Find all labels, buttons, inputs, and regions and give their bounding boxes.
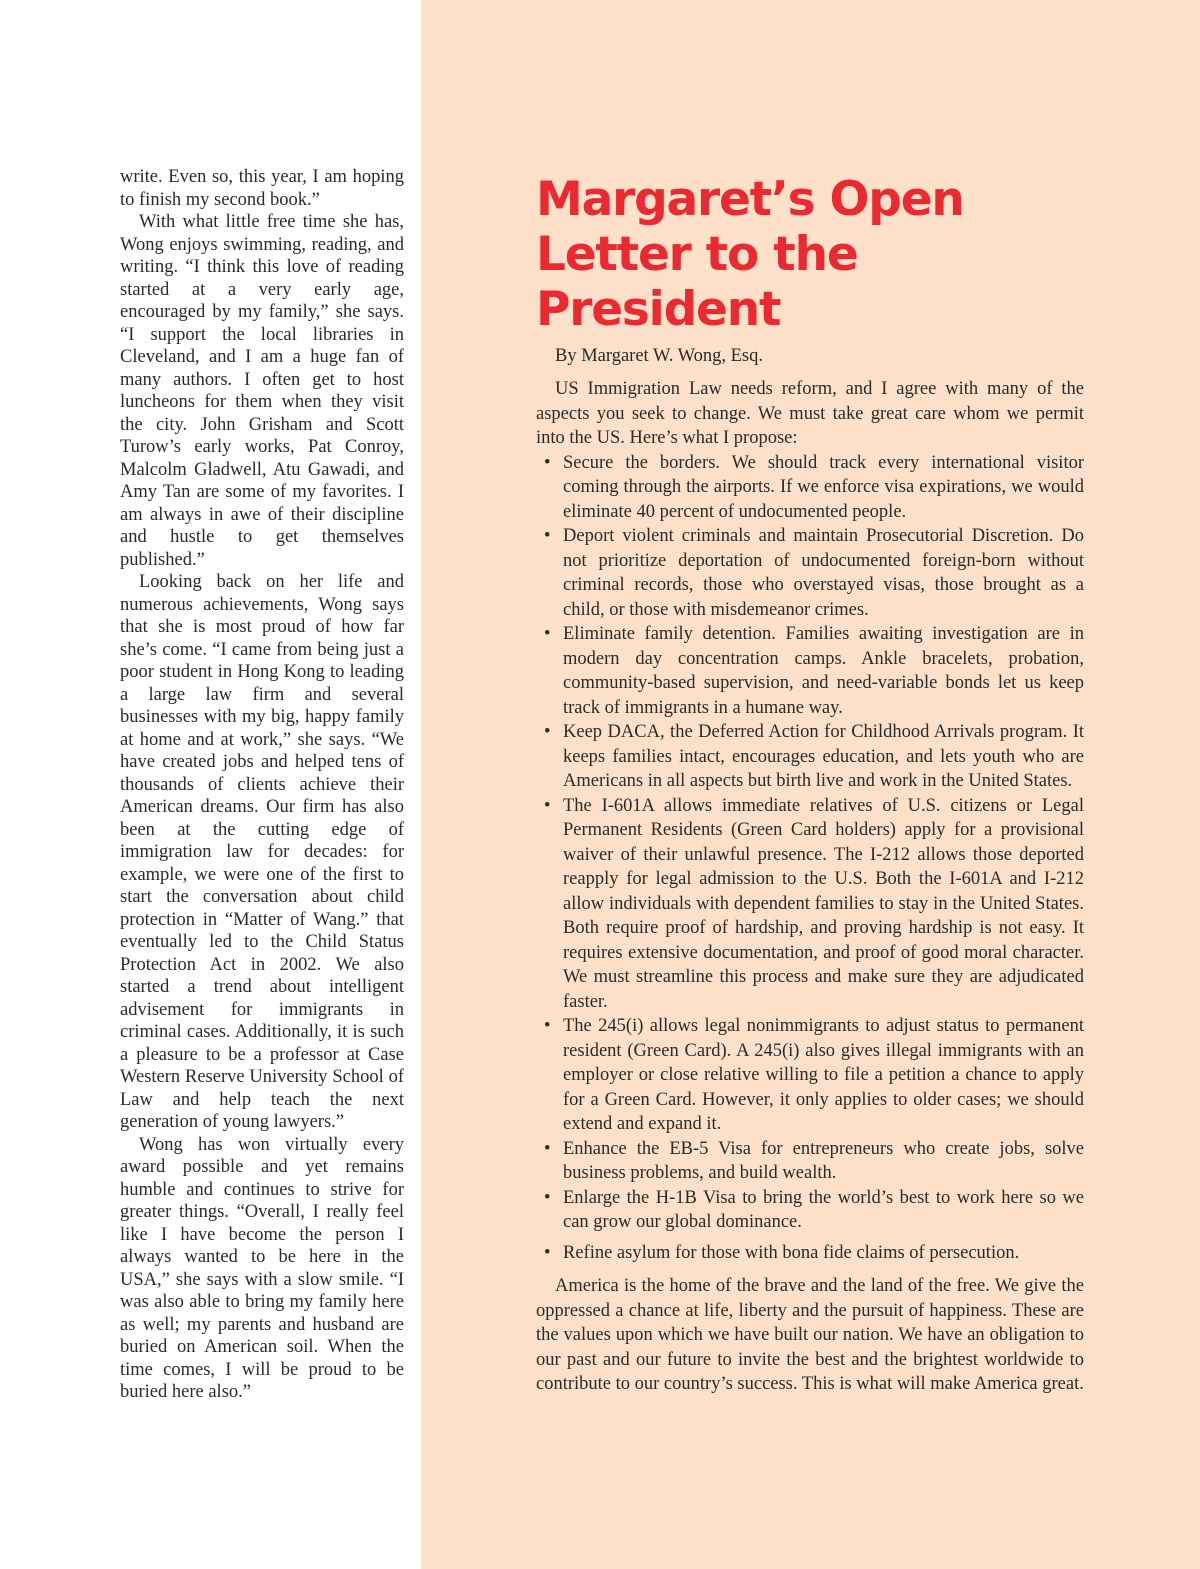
proposal-list	[536, 451, 1084, 1266]
open-letter-sidebar	[421, 0, 1200, 1569]
article-continuation	[120, 166, 404, 1404]
proposal-item	[536, 1014, 1084, 1137]
letter-closing: America is the home of the brave and the land of the free. We give the oppressed a chance at life, liberty and the pursuit of happiness. These are the values upon which we have built our nation. We have an obligation to our past and our future to invite the best and the brightest worldwide to contribute to our country’s success. This is what will make America great.	[536, 1276, 1084, 1394]
bullet-icon: •	[544, 1187, 551, 1208]
bullet-icon: •	[544, 1242, 551, 1263]
letter-intro: US Immigration Law needs reform, and I agree with many of the aspects you seek to change. We must take great care whom we permit into the US. Here’s what I propose:	[536, 379, 1084, 448]
proposal-item	[536, 794, 1084, 1015]
byline: By Margaret W. Wong, Esq.	[555, 346, 763, 366]
proposal-item	[536, 1137, 1084, 1186]
proposal-text: Secure the borders. We should track every international visitor coming through the airports. If we enforce visa expirations, we would eliminate 40 percent of undocumented people.	[563, 452, 1084, 522]
letter-title-line-2: Letter to the President	[536, 227, 858, 337]
open-letter-content	[536, 172, 1084, 1397]
proposal-text: The I-601A allows immediate relatives of U.S. citizens or Legal Permanent Residents (Green Card holders) apply for a provisional waiver of their unlawful presence. The I-212 allows those deported reapply for legal admission to the U.S. Both the I-601A and I-212 allow individuals with dependent families to stay in the United States. Both require proof of hardship, and proving hardship is not easy. It requires extensive documentation, and proof of good moral character. We must streamline this process and make sure they are adjudicated faster.	[563, 795, 1084, 1012]
proposal-text: Refine asylum for those with bona fide claims of persecution.	[563, 1242, 1020, 1263]
proposal-item	[536, 451, 1084, 525]
proposal-text: The 245(i) allows legal nonimmigrants to adjust status to permanent resident (Green Card). A 245(i) also gives illegal immigrants with an employer or close relative willing to file a petition a chance to apply for a Green Card. However, it only applies to older cases; we should extend and expand it.	[563, 1016, 1084, 1134]
bullet-icon: •	[544, 624, 551, 644]
bullet-icon: •	[544, 452, 551, 473]
letter-body	[536, 377, 1084, 1397]
article-paragraph: Wong has won virtually every award possible and yet remains humble and continues to strive for greater things. “Overall, I really feel like I have become the person I always wanted to be here in the USA,” she says with a slow smile. “I was also able to bring my family here as well; my parents and husband are buried on American soil. When the time comes, I will be proud to be buried here also.”	[120, 1134, 404, 1402]
proposal-item	[536, 524, 1084, 622]
article-paragraph: Looking back on her life and numerous achievements, Wong says that she is most proud of how far she’s come. “I came from being just a poor student in Hong Kong to leading a large law firm and several businesses with my big, happy family at home and at work,” she says. “We have created jobs and helped tens of thousands of clients achieve their American dreams. Our firm has also been at the cutting edge of immigration law for decades: for example, we were one of the first to start the conversation about child protection in “Matter of Wang.” that eventually led to the Child Status Protection Act in 2002. We also started a trend about intelligent advisement for immigrants in criminal cases. Additionally, it is such a pleasure to be a professor at Case Western Reserve University School of Law and help teach the next generation of young lawyers.”	[120, 572, 404, 1132]
letter-title	[536, 172, 1084, 337]
bullet-icon: •	[544, 1138, 551, 1159]
proposal-item	[536, 720, 1084, 794]
bullet-icon: •	[544, 722, 551, 742]
proposal-item	[536, 1186, 1084, 1235]
article-paragraph: write. Even so, this year, I am hoping to finish my second book.”	[120, 167, 404, 210]
proposal-text: Eliminate family detention. Families awaiting investigation are in modern day concentration camps. Ankle bracelets, probation, community-based supervision, and need-variable bonds let us keep track of immigrants in a humane way.	[563, 624, 1084, 718]
proposal-item	[536, 1241, 1084, 1266]
letter-title-line-1: Margaret’s Open	[536, 172, 964, 227]
proposal-item	[536, 622, 1084, 720]
proposal-text: Enhance the EB-5 Visa for entrepreneurs who create jobs, solve business problems, and build wealth.	[563, 1138, 1084, 1183]
bullet-icon: •	[544, 1016, 551, 1036]
article-paragraph: With what little free time she has, Wong enjoys swimming, reading, and writing. “I think this love of reading started at a very early age, encouraged by my family,” she says. “I support the local libraries in Cleveland, and I am a huge fan of many authors. I often get to host luncheons for them when they visit the city. John Grisham and Scott Turow’s early works, Pat Conroy, Malcolm Gladwell, Atu Gawadi, and Amy Tan are some of my favorites. I am always in awe of their discipline and hustle to get themselves published.”	[120, 212, 404, 570]
proposal-text: Keep DACA, the Deferred Action for Childhood Arrivals program. It keeps families intact, encourages education, and lets youth who are Americans in all aspects but birth live and work in the United States.	[563, 722, 1084, 791]
bullet-icon: •	[544, 795, 551, 816]
bullet-icon: •	[544, 526, 551, 546]
proposal-text: Deport violent criminals and maintain Prosecutorial Discretion. Do not prioritize deportation of undocumented foreign-born without criminal records, those who overstayed visas, those brought as a child, or those with misdemeanor crimes.	[563, 526, 1084, 620]
proposal-text: Enlarge the H-1B Visa to bring the world’s best to work here so we can grow our global dominance.	[563, 1187, 1084, 1232]
